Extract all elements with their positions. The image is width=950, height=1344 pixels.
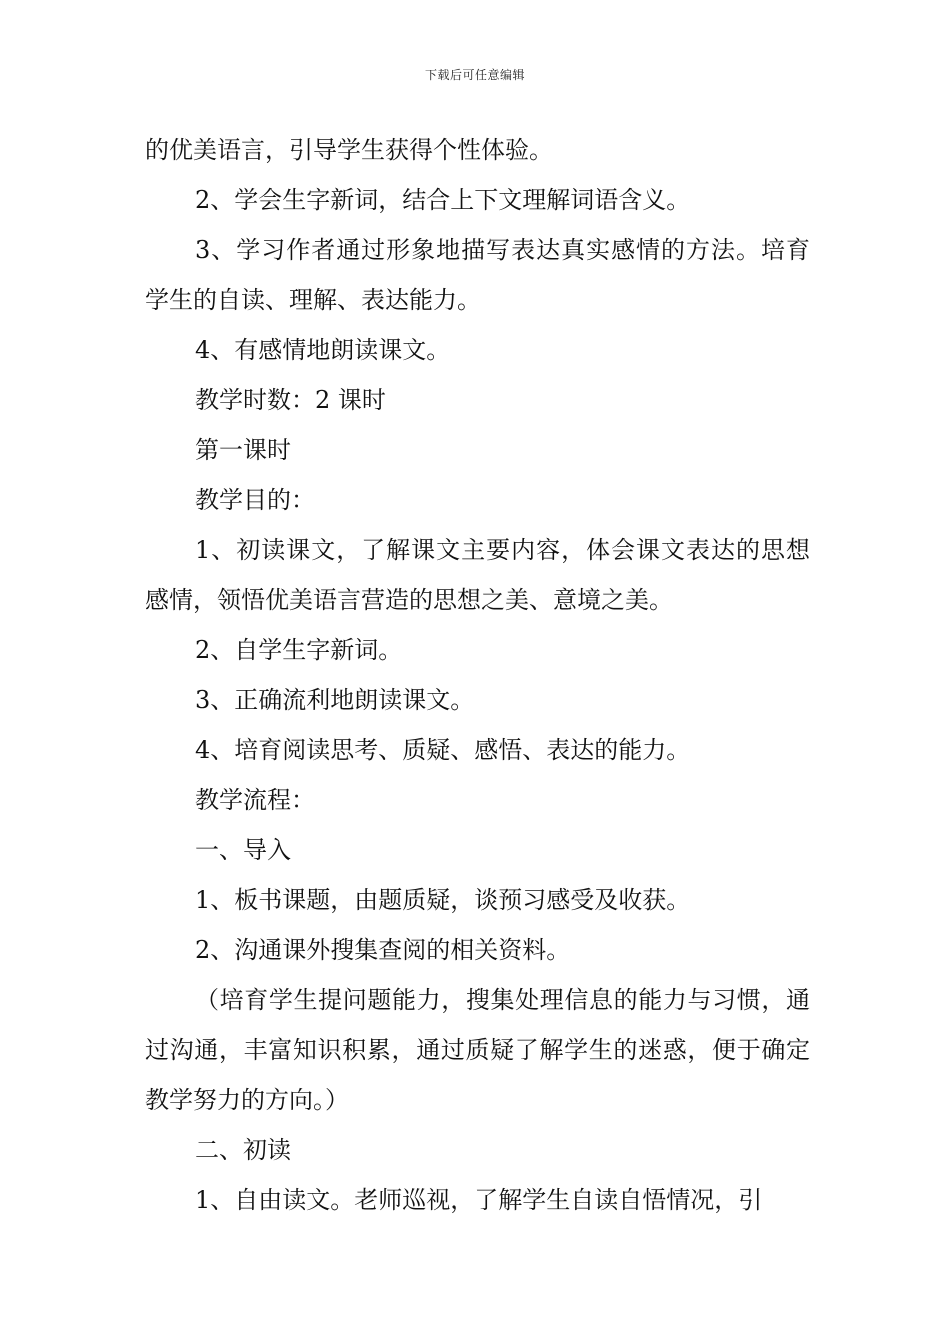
paragraph: 2、自学生字新词。 <box>195 636 403 664</box>
paragraph: 教学流程： <box>195 786 315 814</box>
paragraph: 教学目的： <box>195 486 315 514</box>
paragraph: 4、有感情地朗读课文。 <box>195 336 451 364</box>
paragraph: 4、培育阅读思考、质疑、感悟、表达的能力。 <box>195 736 691 764</box>
paragraph: 1、自由读文。老师巡视，了解学生自读自悟情况，引 <box>195 1186 763 1214</box>
paragraph: 2、沟通课外搜集查阅的相关资料。 <box>195 936 571 964</box>
paragraph: 教学时数：2 课时 <box>195 386 386 414</box>
section-heading: 第一课时 <box>195 436 291 464</box>
paragraph: 的优美语言，引导学生获得个性体验。 <box>145 136 553 164</box>
section-heading: 一、导入 <box>195 836 291 864</box>
paragraph: 3、正确流利地朗读课文。 <box>195 686 475 714</box>
paragraph: （培育学生提问题能力，搜集处理信息的能力与习惯，通过沟通，丰富知识积累，通过质疑了解学生的迷惑，便于确定教学努力的方向。） <box>145 986 810 1114</box>
paragraph: 3、学习作者通过形象地描写表达真实感情的方法。培育学生的自读、理解、表达能力。 <box>145 236 810 314</box>
document-body <box>145 125 810 1225</box>
paragraph: 1、初读课文，了解课文主要内容，体会课文表达的思想感情，领悟优美语言营造的思想之美、意境之美。 <box>145 536 810 614</box>
section-heading: 二、初读 <box>195 1136 291 1164</box>
paragraph: 2、学会生字新词，结合上下文理解词语含义。 <box>195 186 691 214</box>
page-header: 下载后可任意编辑 <box>424 68 525 82</box>
paragraph: 1、板书课题，由题质疑，谈预习感受及收获。 <box>195 886 691 914</box>
